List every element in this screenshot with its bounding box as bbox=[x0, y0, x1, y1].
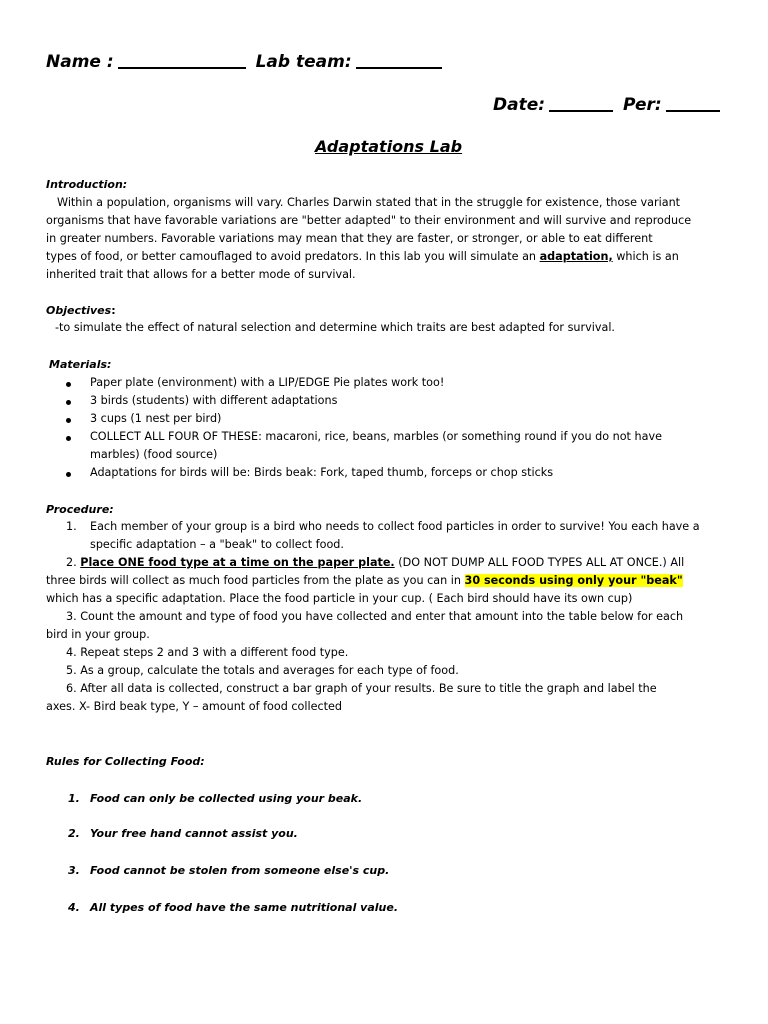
intro-line-4-start: types of food, or better camouflaged to avoid predators. In this lab you will simulate an bbox=[46, 250, 537, 263]
objectives-colon: : bbox=[111, 304, 116, 317]
bullet-icon bbox=[66, 436, 71, 441]
step-2-emphasis: Place ONE food type at a time on the paper plate. bbox=[80, 556, 395, 569]
rule-1-number: 1. bbox=[68, 792, 80, 805]
bullet-icon bbox=[66, 382, 71, 387]
lab-team-blank bbox=[356, 51, 442, 69]
name-line bbox=[46, 51, 446, 72]
rule-3-number: 3. bbox=[68, 864, 80, 877]
highlighted-time-limit: 30 seconds using only your "beak" bbox=[464, 574, 683, 587]
step-6-line-1: 6. After all data is collected, construct a bar graph of your results. Be sure to title the graph and label the bbox=[66, 682, 657, 695]
objectives-heading-text: Objectives bbox=[46, 304, 112, 317]
intro-line-4-tail: which is an bbox=[612, 250, 679, 263]
rule-1-text: Food can only be collected using your beak. bbox=[90, 792, 363, 805]
rule-2-text: Your free hand cannot assist you. bbox=[90, 827, 298, 840]
rules-heading: Rules for Collecting Food: bbox=[46, 755, 205, 768]
per-label: Per: bbox=[622, 95, 662, 115]
step-1-line-2: specific adaptation – a "beak" to collect food. bbox=[90, 538, 344, 551]
rule-3-text: Food cannot be stolen from someone else's cup. bbox=[90, 864, 390, 877]
date-blank bbox=[549, 94, 613, 112]
material-item-1: Paper plate (environment) with a LIP/EDGE Pie plates work too! bbox=[90, 376, 445, 389]
step-2-number: 2. bbox=[66, 556, 77, 569]
step-1-number: 1. bbox=[66, 520, 77, 533]
step-2-line-2 bbox=[46, 574, 683, 587]
rule-4-text: All types of food have the same nutritional value. bbox=[90, 901, 399, 914]
name-blank bbox=[118, 51, 246, 69]
intro-line-1: Within a population, organisms will vary. Charles Darwin stated that in the struggle for existence, those variant bbox=[57, 196, 681, 209]
introduction-heading: Introduction: bbox=[46, 178, 128, 191]
step-3-line-2: bird in your group. bbox=[46, 628, 150, 641]
step-3-line-1: 3. Count the amount and type of food you have collected and enter that amount into the table below for each bbox=[66, 610, 684, 623]
lab-team-label: Lab team: bbox=[255, 52, 352, 72]
objectives-heading bbox=[46, 304, 116, 317]
step-2-line-2-start: three birds will collect as much food particles from the plate as you can in bbox=[46, 574, 465, 587]
material-item-5: Adaptations for birds will be: Birds beak: Fork, taped thumb, forceps or chop sticks bbox=[90, 466, 554, 479]
material-item-3: 3 cups (1 nest per bird) bbox=[90, 412, 222, 425]
bullet-icon bbox=[66, 472, 71, 477]
step-2-line-1 bbox=[66, 556, 684, 569]
material-item-4-cont: marbles) (food source) bbox=[90, 448, 218, 461]
material-item-2: 3 birds (students) with different adaptations bbox=[90, 394, 338, 407]
intro-line-3: in greater numbers. Favorable variations may mean that they are faster, or stronger, or able to eat different bbox=[46, 232, 653, 245]
procedure-heading: Procedure: bbox=[46, 503, 114, 516]
date-line bbox=[493, 94, 724, 115]
rule-4-number: 4. bbox=[68, 901, 80, 914]
objectives-text: -to simulate the effect of natural selection and determine which traits are best adapted for survival. bbox=[55, 321, 615, 334]
step-4: 4. Repeat steps 2 and 3 with a different food type. bbox=[66, 646, 349, 659]
per-blank bbox=[666, 94, 720, 112]
date-label: Date: bbox=[493, 95, 546, 115]
bullet-icon bbox=[66, 418, 71, 423]
name-label: Name : bbox=[46, 52, 114, 72]
intro-line-5: inherited trait that allows for a better mode of survival. bbox=[46, 268, 356, 281]
bullet-icon bbox=[66, 400, 71, 405]
step-2-rest: (DO NOT DUMP ALL FOOD TYPES ALL AT ONCE.) All bbox=[394, 556, 685, 569]
materials-heading: Materials: bbox=[49, 358, 112, 371]
intro-line-2: organisms that have favorable variations are "better adapted" to their environment and will survive and reproduce bbox=[46, 214, 692, 227]
page-title: Adaptations Lab bbox=[315, 137, 463, 156]
adaptation-word: adaptation, bbox=[539, 250, 613, 263]
rule-2-number: 2. bbox=[68, 827, 80, 840]
step-6-line-2: axes. X- Bird beak type, Y – amount of food collected bbox=[46, 700, 342, 713]
step-1-line-1: Each member of your group is a bird who needs to collect food particles in order to survive! You each have a bbox=[90, 520, 700, 533]
material-item-4: COLLECT ALL FOUR OF THESE: macaroni, rice, beans, marbles (or something round if you do not have bbox=[90, 430, 662, 443]
step-2-line-3: which has a specific adaptation. Place the food particle in your cup. ( Each bird should have its own cup) bbox=[46, 592, 633, 605]
intro-line-4 bbox=[46, 250, 679, 263]
step-5: 5. As a group, calculate the totals and averages for each type of food. bbox=[66, 664, 459, 677]
